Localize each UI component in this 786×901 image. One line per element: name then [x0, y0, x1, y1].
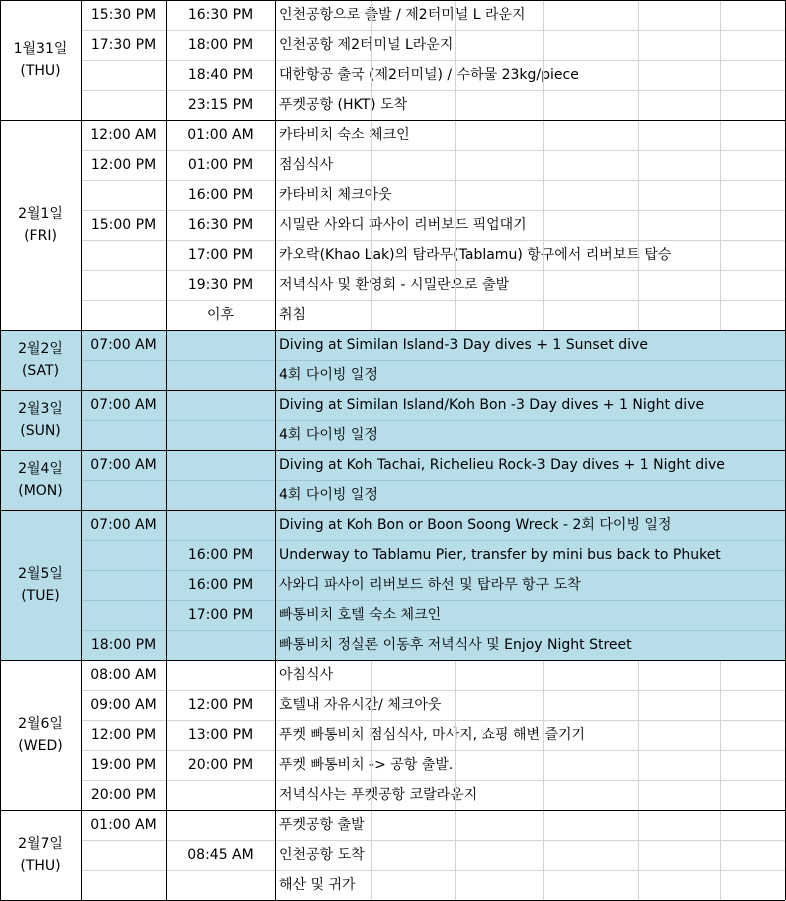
- column-divider: [371, 0, 372, 120]
- row-divider: [0, 510, 785, 511]
- row-divider: [81, 870, 785, 871]
- row-divider: [81, 240, 785, 241]
- start-time-cell: [81, 420, 166, 450]
- row-divider: [0, 450, 785, 451]
- column-divider: [81, 450, 82, 510]
- day-weekday: (SUN): [20, 423, 61, 439]
- start-time-cell: 15:30 PM: [90, 7, 157, 23]
- day-date-cell: [0, 398, 81, 442]
- activity-cell: 푸켓공항 출발: [279, 817, 365, 833]
- row-divider: [81, 720, 785, 721]
- activity-cell: 카타비치 숙소 체크인: [279, 127, 410, 143]
- activity-cell: 4회 다이빙 일정: [279, 427, 378, 443]
- activity-cell: Diving at Koh Bon or Boon Soong Wreck - 2회 다이빙 일정: [279, 517, 672, 533]
- column-divider: [166, 0, 167, 120]
- day-date: 1월31일: [13, 41, 68, 57]
- column-divider: [720, 0, 721, 120]
- activity-cell: 푸켓 빠통비치 점심식사, 마사지, 쇼핑 해변 즐기기: [279, 727, 586, 743]
- row-divider: [81, 180, 785, 181]
- start-time-cell: [81, 480, 166, 510]
- column-divider: [81, 810, 82, 900]
- activity-cell: 시밀란 사와디 파사이 리버보드 픽업대기: [279, 217, 527, 233]
- activity-cell: 사와디 파사이 리버보드 하선 및 탑라무 항구 도착: [279, 577, 581, 593]
- end-time-cell: 08:45 AM: [187, 847, 254, 863]
- activity-cell: Diving at Similan Island-3 Day dives + 1 Sunset dive: [279, 337, 648, 353]
- start-time-cell: [81, 870, 166, 900]
- day-weekday: (WED): [18, 738, 63, 754]
- activity-cell: 인천공항으로 출발 / 제2터미널 L 라운지: [279, 7, 526, 23]
- activity-cell: Underway to Tablamu Pier, transfer by mini bus back to Phuket: [279, 547, 721, 563]
- start-time-cell: 07:00 AM: [90, 397, 157, 413]
- end-time-cell: 16:00 PM: [187, 547, 254, 563]
- day-weekday: (FRI): [24, 228, 57, 244]
- activity-cell: Diving at Koh Tachai, Richelieu Rock-3 Day dives + 1 Night dive: [279, 457, 725, 473]
- column-divider: [455, 660, 456, 810]
- end-time-cell: 12:00 PM: [187, 697, 254, 713]
- start-time-cell: [81, 180, 166, 210]
- end-time-cell: [166, 660, 275, 690]
- column-divider: [166, 120, 167, 330]
- column-divider: [166, 510, 167, 660]
- end-time-cell: 17:00 PM: [187, 607, 254, 623]
- column-divider: [455, 810, 456, 900]
- activity-cell: 해산 및 귀가: [279, 877, 356, 893]
- activity-cell: 인천공항 제2터미널 L라운지: [279, 37, 454, 53]
- column-divider: [543, 810, 544, 900]
- end-time-cell: [166, 390, 275, 420]
- start-time-cell: 17:30 PM: [90, 37, 157, 53]
- start-time-cell: 09:00 AM: [90, 697, 157, 713]
- activity-cell: 취침: [279, 307, 307, 323]
- day-weekday: (THU): [20, 858, 61, 874]
- end-time-cell: [166, 810, 275, 840]
- row-divider: [0, 0, 785, 1]
- end-time-cell: 16:00 PM: [187, 577, 254, 593]
- start-time-cell: 19:00 PM: [90, 757, 157, 773]
- end-time-cell: [166, 420, 275, 450]
- activity-cell: 저녁식사는 푸켓공항 코랄라운지: [279, 787, 478, 803]
- row-divider: [81, 690, 785, 691]
- activity-cell: 아침식사: [279, 667, 334, 683]
- column-divider: [275, 510, 276, 660]
- start-time-cell: 08:00 AM: [90, 667, 157, 683]
- row-divider: [81, 30, 785, 31]
- end-time-cell: [166, 780, 275, 810]
- column-divider: [81, 510, 82, 660]
- day-date-cell: [0, 713, 81, 757]
- column-divider: [81, 120, 82, 330]
- column-divider: [275, 450, 276, 510]
- start-time-cell: [81, 540, 166, 570]
- column-divider: [720, 810, 721, 900]
- column-divider: [166, 330, 167, 390]
- row-divider: [81, 270, 785, 271]
- column-divider: [166, 450, 167, 510]
- row-divider: [81, 360, 785, 361]
- end-time-cell: [166, 450, 275, 480]
- day-date-cell: [0, 833, 81, 877]
- end-time-cell: 18:40 PM: [187, 67, 254, 83]
- activity-cell: 푸켓 빠통비치 -> 공항 출발.: [279, 757, 454, 773]
- column-divider: [166, 810, 167, 900]
- end-time-cell: 17:00 PM: [187, 247, 254, 263]
- column-divider: [638, 810, 639, 900]
- activity-cell: 호텔내 자유시간/ 체크아웃: [279, 697, 442, 713]
- activity-cell: 4회 다이빙 일정: [279, 487, 378, 503]
- row-divider: [0, 120, 785, 121]
- column-divider: [371, 660, 372, 810]
- start-time-cell: [81, 840, 166, 870]
- day-date-cell: [0, 563, 81, 607]
- day-date-cell: [0, 38, 81, 82]
- end-time-cell: 01:00 AM: [187, 127, 254, 143]
- start-time-cell: [81, 600, 166, 630]
- column-divider: [275, 120, 276, 330]
- column-divider: [81, 0, 82, 120]
- start-time-cell: 12:00 PM: [90, 157, 157, 173]
- end-time-cell: [166, 480, 275, 510]
- row-divider: [0, 390, 785, 391]
- column-divider: [543, 660, 544, 810]
- start-time-cell: [81, 360, 166, 390]
- start-time-cell: 01:00 AM: [90, 817, 157, 833]
- activity-cell: 저녁식사 및 환영회 - 시밀란으로 출발: [279, 277, 510, 293]
- start-time-cell: [81, 90, 166, 120]
- activity-cell: 카오락(Khao Lak)의 탐라무(Tablamu) 항구에서 리버보트 탑승: [279, 247, 672, 263]
- end-time-cell: 13:00 PM: [187, 727, 254, 743]
- column-divider: [81, 660, 82, 810]
- day-date: 2월6일: [18, 716, 63, 732]
- row-divider: [0, 810, 785, 811]
- start-time-cell: [81, 240, 166, 270]
- start-time-cell: 12:00 AM: [90, 127, 157, 143]
- row-divider: [81, 210, 785, 211]
- column-divider: [275, 0, 276, 120]
- column-divider: [371, 810, 372, 900]
- row-divider: [81, 840, 785, 841]
- end-time-cell: 16:30 PM: [187, 7, 254, 23]
- day-weekday: (THU): [20, 63, 61, 79]
- end-time-cell: 16:30 PM: [187, 217, 254, 233]
- column-divider: [275, 330, 276, 390]
- start-time-cell: [81, 300, 166, 330]
- end-time-cell: 01:00 PM: [187, 157, 254, 173]
- end-time-cell: [166, 330, 275, 360]
- day-date: 2월5일: [18, 566, 63, 582]
- end-time-cell: 20:00 PM: [187, 757, 254, 773]
- column-divider: [166, 660, 167, 810]
- end-time-cell: 이후: [206, 307, 235, 323]
- end-time-cell: [166, 870, 275, 900]
- end-time-cell: 16:00 PM: [187, 187, 254, 203]
- row-divider: [81, 90, 785, 91]
- start-time-cell: 18:00 PM: [90, 637, 157, 653]
- day-date: 2월1일: [18, 206, 63, 222]
- end-time-cell: 18:00 PM: [187, 37, 254, 53]
- end-time-cell: [166, 630, 275, 660]
- end-time-cell: 23:15 PM: [187, 97, 254, 113]
- column-divider: [371, 120, 372, 330]
- row-divider: [81, 480, 785, 481]
- activity-cell: 인천공항 도착: [279, 847, 365, 863]
- column-divider: [720, 120, 721, 330]
- row-divider: [81, 150, 785, 151]
- column-divider: [638, 120, 639, 330]
- activity-cell: 점심식사: [279, 157, 334, 173]
- day-date: 2월4일: [18, 461, 63, 477]
- end-time-cell: [166, 510, 275, 540]
- row-divider: [81, 420, 785, 421]
- activity-cell: 푸켓공항 (HKT) 도착: [279, 97, 408, 113]
- row-divider: [81, 600, 785, 601]
- row-divider: [81, 630, 785, 631]
- activity-cell: 빠통비치 정실론 이동후 저녁식사 및 Enjoy Night Street: [279, 637, 632, 653]
- day-date: 2월3일: [18, 401, 63, 417]
- day-weekday: (SAT): [21, 363, 60, 379]
- row-divider: [81, 780, 785, 781]
- column-divider: [275, 390, 276, 450]
- row-divider: [81, 750, 785, 751]
- end-time-cell: [166, 360, 275, 390]
- column-divider: [81, 390, 82, 450]
- start-time-cell: 12:00 PM: [90, 727, 157, 743]
- start-time-cell: [81, 270, 166, 300]
- column-divider: [455, 0, 456, 120]
- column-divider: [275, 660, 276, 810]
- day-date-cell: [0, 458, 81, 502]
- end-time-cell: 19:30 PM: [187, 277, 254, 293]
- column-divider: [0, 0, 1, 900]
- start-time-cell: 20:00 PM: [90, 787, 157, 803]
- row-divider: [81, 540, 785, 541]
- row-divider: [81, 60, 785, 61]
- column-divider: [720, 660, 721, 810]
- row-divider: [0, 660, 785, 661]
- column-divider: [81, 330, 82, 390]
- start-time-cell: 07:00 AM: [90, 457, 157, 473]
- column-divider: [543, 120, 544, 330]
- activity-cell: 대한항공 출국 (제2터미널) / 수하물 23kg/piece: [279, 67, 579, 83]
- day-date-cell: [0, 338, 81, 382]
- start-time-cell: [81, 570, 166, 600]
- column-divider: [455, 120, 456, 330]
- activity-cell: Diving at Similan Island/Koh Bon -3 Day dives + 1 Night dive: [279, 397, 705, 413]
- activity-cell: 빠통비치 호텔 숙소 체크인: [279, 607, 442, 623]
- activity-cell: 카타비치 체크아웃: [279, 187, 392, 203]
- day-date-cell: [0, 203, 81, 247]
- start-time-cell: 15:00 PM: [90, 217, 157, 233]
- start-time-cell: 07:00 AM: [90, 517, 157, 533]
- day-weekday: (TUE): [21, 588, 60, 604]
- row-divider: [81, 570, 785, 571]
- column-divider: [543, 0, 544, 120]
- row-divider: [81, 300, 785, 301]
- row-divider: [0, 330, 785, 331]
- start-time-cell: 07:00 AM: [90, 337, 157, 353]
- activity-cell: 4회 다이빙 일정: [279, 367, 378, 383]
- column-divider: [638, 660, 639, 810]
- start-time-cell: [81, 60, 166, 90]
- day-weekday: (MON): [18, 483, 63, 499]
- day-date: 2월2일: [18, 341, 63, 357]
- column-divider: [638, 0, 639, 120]
- column-divider: [275, 810, 276, 900]
- column-divider: [166, 390, 167, 450]
- day-date: 2월7일: [18, 836, 63, 852]
